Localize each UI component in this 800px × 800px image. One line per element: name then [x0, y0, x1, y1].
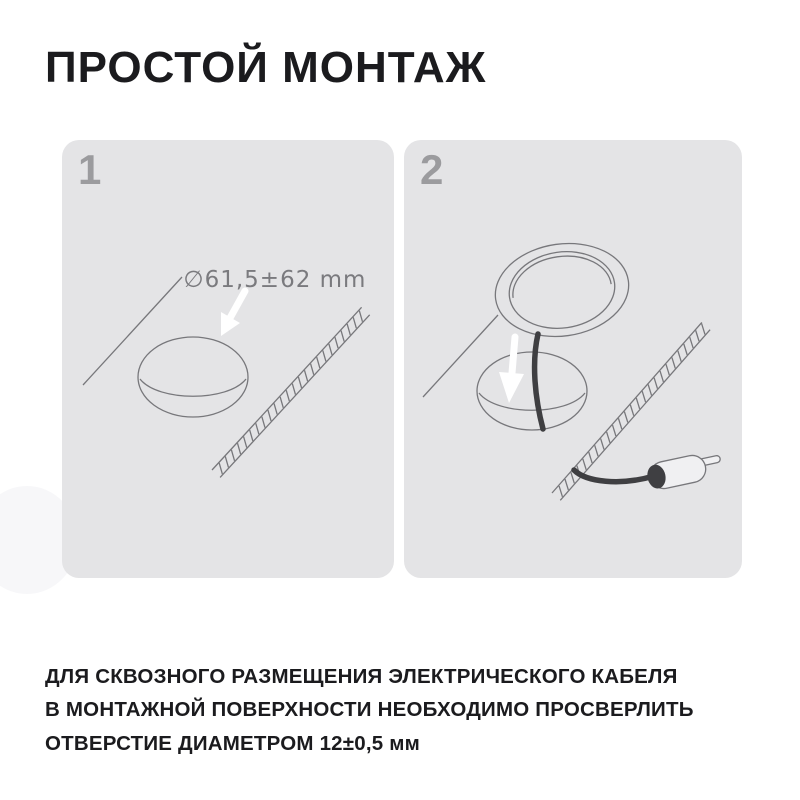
- hole-ellipse: [138, 337, 248, 417]
- power-cable: [535, 334, 543, 429]
- step-1-number: 1: [78, 146, 102, 193]
- hatch-line: [220, 315, 370, 478]
- step-2-illustration: [404, 140, 742, 578]
- step-panel-2: [404, 140, 742, 578]
- insert-arrow-icon: [499, 337, 524, 403]
- dimension-label: ∅61,5±62 mm: [183, 267, 367, 293]
- hole-inner-edge: [479, 393, 585, 410]
- mounting-surface-line: [83, 277, 182, 385]
- insert-arrow-icon: [221, 291, 245, 336]
- light-ring: [489, 235, 634, 345]
- note-line-3: ОТВЕРСТИЕ ДИАМЕТРОМ 12±0,5 мм: [45, 731, 420, 755]
- surface-hatch-edge: [212, 307, 370, 477]
- page-title: ПРОСТОЙ МОНТАЖ: [45, 43, 487, 92]
- note-line-2: В МОНТАЖНОЙ ПОВЕРХНОСТИ НЕОБХОДИМО ПРОСВЕРЛИТЬ: [45, 698, 694, 721]
- step-panel-1: [62, 140, 394, 578]
- step-1-illustration: [62, 140, 394, 578]
- cable-connector: [645, 450, 724, 492]
- hole-inner-edge: [140, 379, 246, 396]
- step-2-number: 2: [420, 146, 444, 193]
- mounting-surface-line: [423, 315, 498, 397]
- note-line-1: ДЛЯ СКВОЗНОГО РАЗМЕЩЕНИЯ ЭЛЕКТРИЧЕСКОГО КАБЕЛЯ: [45, 664, 678, 688]
- footer-note: [45, 660, 765, 761]
